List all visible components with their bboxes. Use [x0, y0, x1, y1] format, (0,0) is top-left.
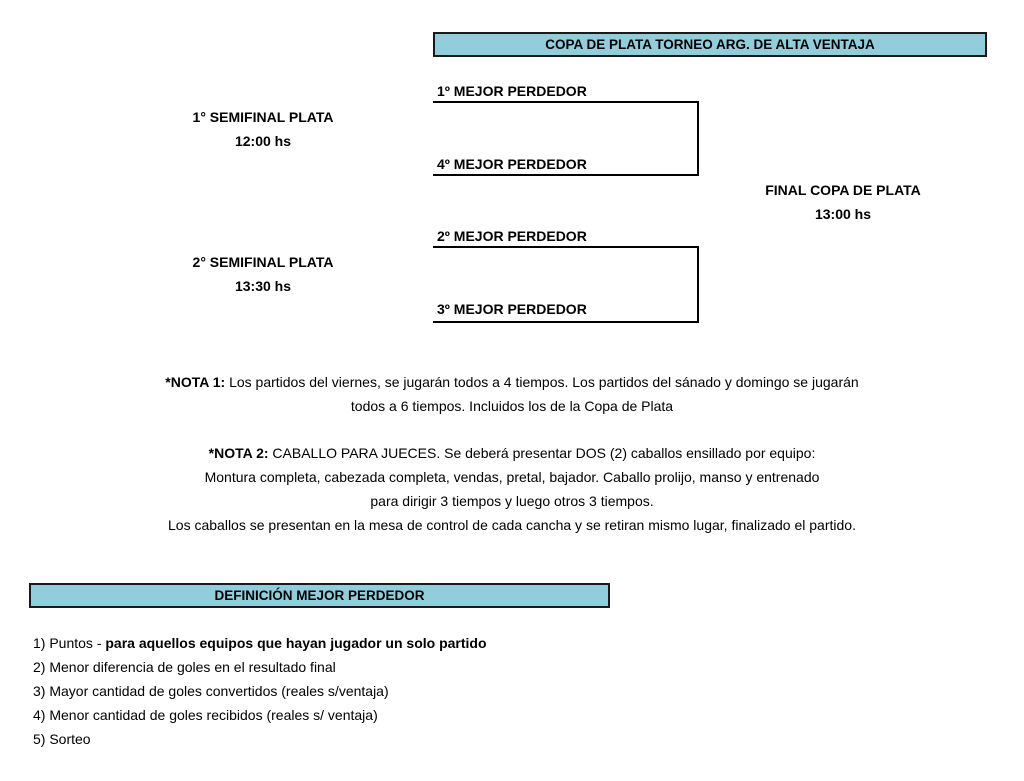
bracket-slot-3: 3º MEJOR PERDEDOR	[433, 300, 699, 323]
nota-1-text-1: Los partidos del viernes, se jugarán todos a 4 tiempos. Los partidos del sánado y domingo se jugarán	[225, 374, 859, 390]
bracket-slot-1: 1º MEJOR PERDEDOR	[433, 82, 699, 103]
nota-1-line-1	[0, 370, 1024, 394]
definicion-item-3: 3) Mayor cantidad de goles convertidos (reales s/ventaja)	[33, 683, 389, 699]
definicion-item-4: 4) Menor cantidad de goles recibidos (reales s/ ventaja)	[33, 707, 378, 723]
nota-2-line-1	[0, 441, 1024, 465]
definicion-item-2: 2) Menor diferencia de goles en el resultado final	[33, 659, 336, 675]
definicion-item-1-bold: para aquellos equipos que hayan jugador un solo partido	[105, 635, 487, 651]
bracket-slot-4: 4º MEJOR PERDEDOR	[433, 155, 699, 176]
bracket-connector-semi1	[697, 101, 699, 176]
semifinal-1-time: 12:00 hs	[234, 133, 292, 149]
nota-2-line-3: para dirigir 3 tiempos y luego otros 3 tiempos.	[370, 493, 654, 509]
nota-1-label: *NOTA 1:	[165, 374, 226, 390]
nota-2-line-4: Los caballos se presentan en la mesa de control de cada cancha y se retiran mismo lugar, finalizado el partido.	[168, 517, 856, 533]
semifinal-1-title: 1° SEMIFINAL PLATA	[192, 109, 334, 125]
final-title: FINAL COPA DE PLATA	[765, 182, 921, 198]
semifinal-1-label	[150, 105, 376, 153]
definicion-item-1-prefix: 1) Puntos -	[33, 635, 106, 651]
bracket-slot-2: 2º MEJOR PERDEDOR	[433, 227, 699, 248]
semifinal-2-time: 13:30 hs	[234, 278, 292, 294]
definicion-item-1	[33, 631, 733, 655]
nota-2-text-1: CABALLO PARA JUECES. Se deberá presentar DOS (2) caballos ensillado por equipo:	[268, 445, 816, 461]
definicion-header: DEFINICIÓN MEJOR PERDEDOR	[29, 583, 610, 608]
bracket-connector-semi2	[697, 246, 699, 323]
final-label	[730, 178, 956, 226]
nota-2	[0, 441, 1024, 537]
nota-1-line-2: todos a 6 tiempos. Incluidos los de la Copa de Plata	[350, 398, 674, 414]
nota-2-label: *NOTA 2:	[208, 445, 269, 461]
semifinal-2-title: 2° SEMIFINAL PLATA	[192, 254, 334, 270]
final-time: 13:00 hs	[814, 206, 872, 222]
definicion-item-5: 5) Sorteo	[33, 731, 91, 747]
nota-1	[0, 370, 1024, 418]
copa-header: COPA DE PLATA TORNEO ARG. DE ALTA VENTAJA	[433, 32, 987, 57]
definicion-list	[33, 631, 733, 751]
nota-2-line-2: Montura completa, cabezada completa, vendas, pretal, bajador. Caballo prolijo, manso y entrenado	[204, 469, 820, 485]
semifinal-2-label	[150, 250, 376, 298]
